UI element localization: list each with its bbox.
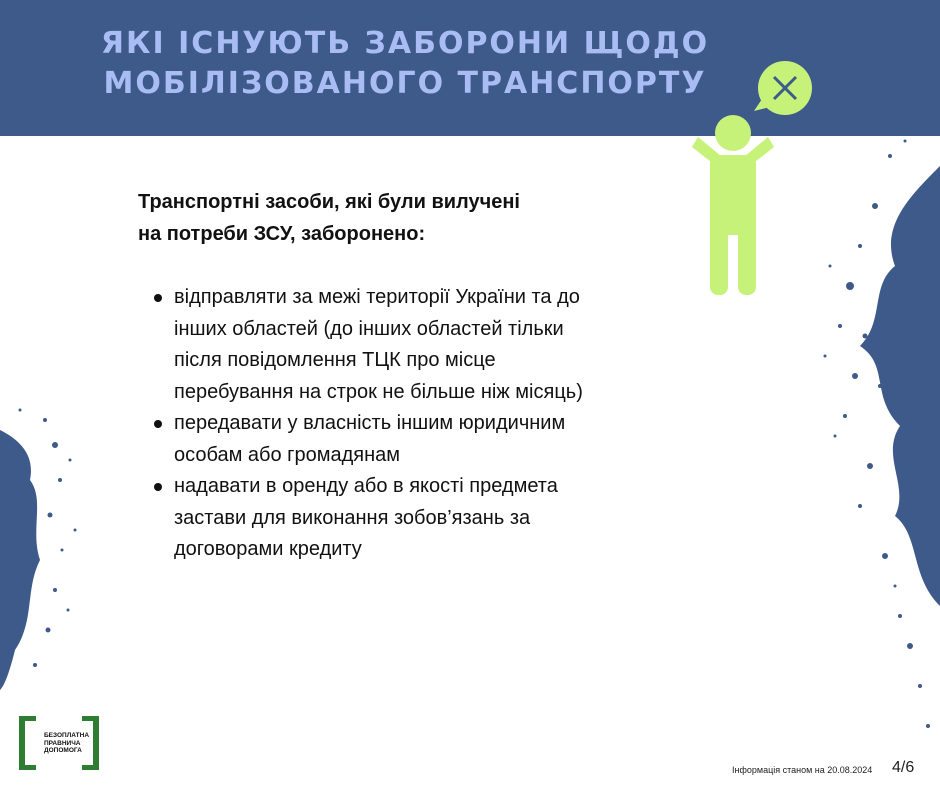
list-item [152,408,712,471]
title-line-1: ЯКІ ІСНУЮТЬ ЗАБОРОНИ ЩОДО [100,26,710,61]
crossed-arms-figure [690,55,820,300]
list-item-line: застави для виконання зобов’язань за [174,506,531,529]
intro-line-1: Транспортні засоби, які були вилучені [138,191,520,213]
bullet-icon [154,420,162,428]
intro-line-2: на потреби ЗСУ, заборонено: [138,223,426,245]
list-item-line: передавати у власність іншим юридичним [174,412,566,434]
title-line-2: МОБІЛІЗОВАНОГО ТРАНСПОРТУ [103,66,707,101]
info-date: Інформація станом на 20.08.2024 [732,765,873,775]
logo-text [44,732,94,755]
bullet-icon [154,294,162,302]
logo-line-2: ПРАВНИЧА [44,739,81,747]
logo-line-1: БЕЗОПЛАТНА [44,732,90,739]
paint-splatter-right [800,136,940,756]
list-item-line: відправляти за межі території України та до [174,286,580,308]
paint-splatter-left [0,400,90,700]
page-number: 4/6 [892,759,915,776]
list-item-line: після повідомлення ТЦК про місце [174,349,496,371]
list-item-line: особам або громадянам [174,443,400,466]
prohibitions-list [152,282,712,566]
list-item [152,471,712,566]
list-item-line: договорами кредиту [174,538,362,560]
logo-line-3: ДОПОМОГА [44,747,82,754]
list-item-line: перебування на строк не більше ніж місяць) [174,380,583,403]
list-item-line: надавати в оренду або в якості предмета [174,475,558,497]
person-icon [692,115,774,295]
speech-bubble-icon [754,61,812,115]
list-item [152,282,712,408]
intro-text [138,186,658,250]
bullet-icon [154,483,162,491]
page-title [0,24,810,104]
list-item-line: інших областей (до інших областей тільки [174,317,564,340]
